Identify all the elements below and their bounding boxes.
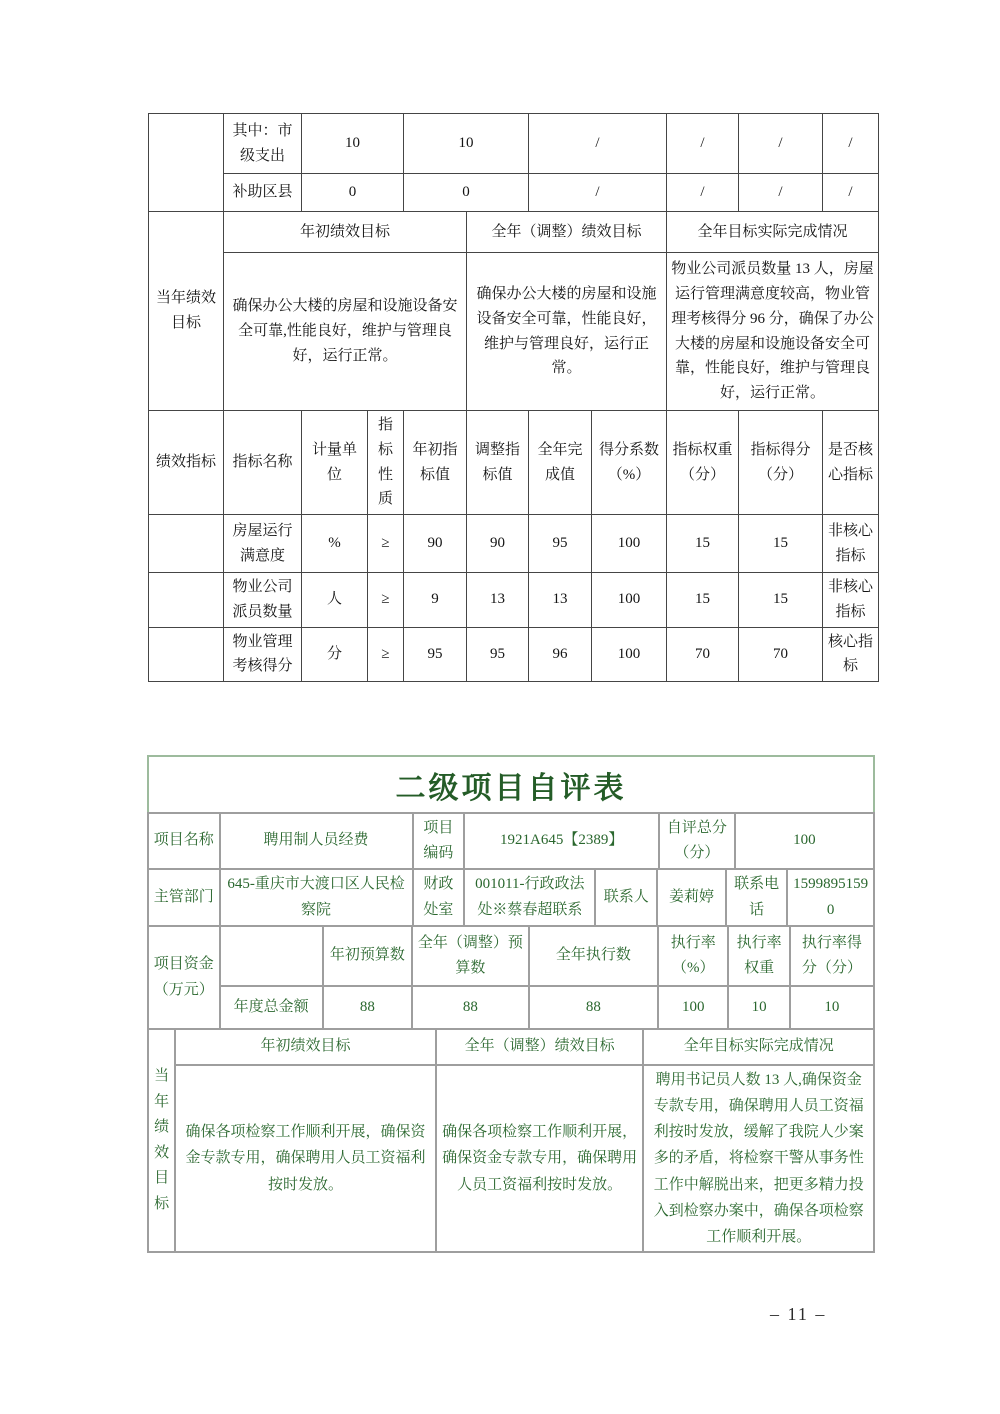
column-header: 年初绩效目标	[176, 1030, 437, 1064]
table-cell: ≥	[368, 627, 404, 682]
column-header: 年初预算数	[324, 927, 413, 985]
table-cell: 90	[404, 515, 467, 573]
table-cell: 15	[739, 573, 823, 628]
row-label-empty	[149, 515, 224, 573]
row-label: 当年绩效目标	[149, 212, 224, 411]
table-cell: /	[823, 174, 879, 212]
column-header: 指标得分（分）	[739, 411, 823, 515]
table-cell: 100	[592, 627, 667, 682]
table-header-row	[221, 927, 873, 987]
indicator-row	[149, 573, 879, 628]
page-number: – 11 –	[770, 1304, 827, 1324]
table-cell: 13	[529, 573, 592, 628]
table-row	[221, 987, 873, 1028]
table-cell: 001011-行政政法处※蔡春超联系	[465, 870, 596, 925]
table-cell: 95	[404, 627, 467, 682]
table-cell: 1921A645【2389】	[465, 814, 660, 868]
table-cell: ≥	[368, 573, 404, 628]
row-label: 项目编码	[414, 814, 466, 868]
table-cell: /	[529, 174, 667, 212]
table-row-group	[149, 927, 873, 1030]
table-row	[176, 1066, 873, 1251]
row-label: 补助区县	[224, 174, 302, 212]
table-cell: 88	[530, 987, 659, 1028]
column-header: 年初指标值	[404, 411, 467, 515]
table-cell: 分	[302, 627, 368, 682]
table-cell: 15998951590	[793, 876, 869, 918]
column-header: 全年（调整）预算数	[413, 927, 530, 985]
row-label: 绩效指标	[149, 411, 224, 515]
table-cell: 70	[739, 627, 823, 682]
table-cell: 645-重庆市大渡口区人民检察院	[221, 870, 414, 925]
table-cell: 15	[667, 573, 739, 628]
table-cell: /	[739, 114, 823, 174]
table-row	[149, 253, 879, 411]
table-cell: 10	[729, 987, 790, 1028]
table-cell: %	[302, 515, 368, 573]
table-cell: 0	[404, 174, 529, 212]
row-label: 联系电话	[727, 870, 789, 925]
row-label: 当年绩效目标	[149, 1030, 176, 1251]
row-label-empty	[149, 573, 224, 628]
performance-continuation-table	[148, 113, 879, 682]
table-cell: 0	[302, 174, 404, 212]
table-cell: 96	[529, 627, 592, 682]
column-header: 全年目标实际完成情况	[667, 212, 879, 253]
row-label: 项目资金（万元）	[149, 927, 221, 1028]
table-row-group	[149, 1030, 873, 1251]
table-cell: 核心指标	[823, 627, 879, 682]
goal-text-adjusted: 确保各项检察工作顺利开展，确保资金专款专用，确保聘用人员工资福利按时发放。	[437, 1066, 645, 1251]
indicator-row	[149, 627, 879, 682]
table-row	[149, 870, 873, 927]
table-cell: 人	[302, 573, 368, 628]
column-header: 指标名称	[224, 411, 302, 515]
self-evaluation-table-body	[147, 812, 875, 1253]
column-header: 年初绩效目标	[224, 212, 467, 253]
column-header	[221, 927, 324, 985]
table-cell: 88	[324, 987, 413, 1028]
row-label: 年度总金额	[221, 987, 324, 1028]
row-label: 联系人	[596, 870, 658, 925]
table-cell: 13	[467, 573, 529, 628]
column-header: 全年（调整）绩效目标	[437, 1030, 645, 1064]
table-cell: 100	[659, 987, 729, 1028]
row-label: 自评总分（分）	[660, 814, 736, 868]
row-label: 项目名称	[149, 814, 221, 868]
column-header: 计量单位	[302, 411, 368, 515]
table-cell: 95	[467, 627, 529, 682]
goal-text-actual: 物业公司派员数量 13 人，房屋运行管理满意度较高，物业管理考核得分 96 分，确保了办公大楼的房屋和设施设备安全可靠，性能良好，维护与管理良好，运行正常。	[667, 253, 879, 411]
table-cell: 15	[667, 515, 739, 573]
table-cell: 物业管理考核得分	[224, 627, 302, 682]
table-cell: /	[739, 174, 823, 212]
table-header-row	[149, 411, 879, 515]
self-evaluation-table	[147, 755, 875, 1253]
column-header: 全年（调整）绩效目标	[467, 212, 667, 253]
table-cell: 10	[824, 998, 840, 1015]
table-cell: 15	[739, 515, 823, 573]
funds-subtable	[221, 927, 873, 1028]
table-cell: 10	[302, 114, 404, 174]
column-header: 全年执行数	[530, 927, 659, 985]
column-header: 指标权重（分）	[667, 411, 739, 515]
table-cell: 非核心指标	[823, 515, 879, 573]
goal-text-initial: 确保各项检察工作顺利开展，确保资金专款专用，确保聘用人员工资福利按时发放。	[176, 1066, 437, 1251]
table-cell: 9	[404, 573, 467, 628]
row-label: 财政处室	[414, 870, 466, 925]
table-cell: 100	[592, 515, 667, 573]
table-cell: 10	[404, 114, 529, 174]
table-cell: /	[667, 114, 739, 174]
column-header: 调整指标值	[467, 411, 529, 515]
table-row	[149, 212, 879, 253]
column-header: 执行率（%）	[659, 927, 729, 985]
table-cell: ≥	[368, 515, 404, 573]
table-cell: 100	[592, 573, 667, 628]
column-header: 全年目标实际完成情况	[683, 1038, 834, 1055]
table-row	[149, 114, 879, 174]
table-cell: /	[667, 174, 739, 212]
table-cell: 100	[793, 832, 816, 849]
table-row	[149, 174, 879, 212]
table-cell: /	[529, 114, 667, 174]
table-cell: 房屋运行满意度	[224, 515, 302, 573]
row-label-empty	[149, 114, 224, 212]
table-cell: 物业公司派员数量	[224, 573, 302, 628]
table-cell: 姜莉婷	[658, 870, 727, 925]
row-label-empty	[149, 627, 224, 682]
indicator-row	[149, 515, 879, 573]
column-header: 得分系数（%）	[592, 411, 667, 515]
table-cell: /	[823, 114, 879, 174]
row-label: 其中：市级支出	[224, 114, 302, 174]
column-header: 全年完成值	[529, 411, 592, 515]
table-cell: 70	[667, 627, 739, 682]
table-cell: 90	[467, 515, 529, 573]
table-cell: 聘用制人员经费	[221, 814, 414, 868]
goal-text-adjusted: 确保办公大楼的房屋和设施设备安全可靠，性能良好，维护与管理良好，运行正常。	[467, 253, 667, 411]
goal-text-initial: 确保办公大楼的房屋和设施设备安全可靠,性能良好，维护与管理良好，运行正常。	[224, 253, 467, 411]
column-header: 是否核心指标	[823, 411, 879, 515]
table-cell: 非核心指标	[823, 573, 879, 628]
column-header: 指标性质	[368, 411, 404, 515]
row-label: 主管部门	[149, 870, 221, 925]
table-cell: 95	[529, 515, 592, 573]
column-header: 执行率得分（分）	[801, 934, 862, 976]
goals-subtable	[176, 1030, 873, 1251]
table-header-row	[176, 1030, 873, 1066]
table-title: 二级项目自评表	[147, 755, 875, 812]
column-header: 执行率权重	[729, 927, 790, 985]
goal-text-actual: 聘用书记员人数 13 人,确保资金专款专用，确保聘用人员工资福利按时发放，缓解了我院人少案多的矛盾，将检察干警从事务性工作中解脱出来，把更多精力投入到检察办案中，确保各项检察工作顺利开展。	[653, 1071, 864, 1246]
table-cell: 88	[413, 987, 530, 1028]
table-row	[149, 814, 873, 870]
